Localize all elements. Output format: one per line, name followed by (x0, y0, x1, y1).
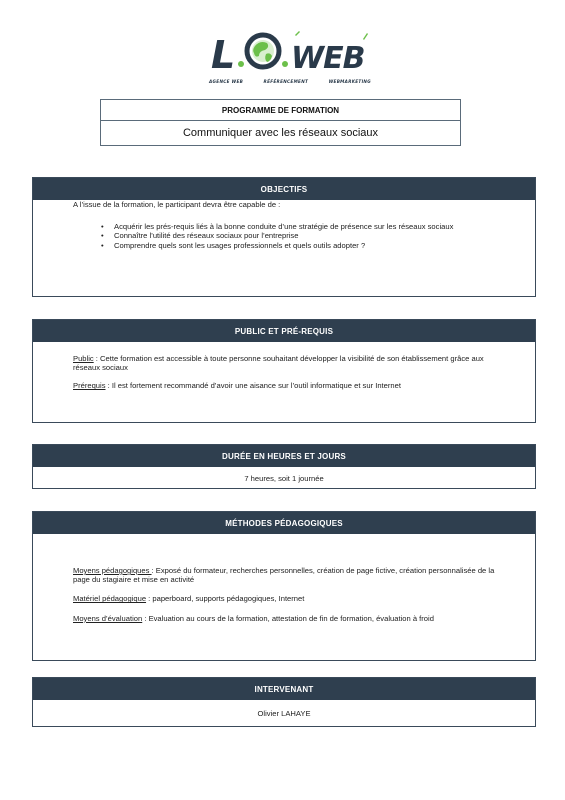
evaluation-label: Moyens d’évaluation (73, 613, 143, 623)
logo-mark (205, 30, 370, 80)
logo-word-web: WEB (291, 41, 365, 76)
objectifs-item: • Comprendre quels sont les usages professionnels et quels outils adopter ? (101, 241, 495, 250)
objectifs-item: • Connaître l’utilité des réseaux sociaux pour l’entreprise (101, 231, 495, 240)
tagline-referencement: RÉFÉRENCEMENT (263, 79, 309, 84)
objectifs-intro: A l’issue de la formation, le participant devra être capable de : (73, 200, 281, 209)
logo-globe-continent-2 (265, 53, 272, 62)
objectifs-list (73, 222, 495, 250)
logo-dot-1 (238, 61, 244, 67)
prereq-text: : Il est fortement recommandé d’avoir une aisance sur l’outil informatique et sur Internet (105, 381, 401, 391)
moyens-paragraph (73, 566, 495, 584)
section-objectifs-body (33, 200, 535, 250)
section-public-body (33, 354, 535, 391)
section-public (32, 319, 536, 423)
objectifs-item: • Acquérir les prés-requis liés à la bonne conduite d’une stratégie de présence sur les réseaux sociaux (101, 222, 495, 231)
program-label: PROGRAMME DE FORMATION (101, 100, 460, 121)
section-objectifs (32, 177, 536, 297)
section-intervenant-title: INTERVENANT (33, 678, 535, 700)
moyens-text: : Exposé du formateur, recherches personnelles, création de page fictive, création personnalisée de la page du stagiaire et mise en activité (73, 566, 495, 585)
company-logo (205, 30, 370, 92)
tagline-webmarketing: WEBMARKETING (328, 79, 371, 84)
public-label: Public (73, 354, 94, 363)
logo-accent-2 (363, 33, 368, 40)
public-paragraph (73, 354, 495, 372)
section-intervenant (32, 677, 536, 727)
program-title-box (100, 99, 461, 146)
logo-letter-l: L (211, 33, 236, 77)
evaluation-text: : Evaluation au cours de la formation, attestation de fin de formation, évaluation à froid (142, 613, 434, 623)
duree-text: 7 heures, soit 1 journée (244, 474, 324, 483)
public-text: : Cette formation est accessible à toute personne souhaitant développer la visibilité de son établissement grâce aux réseaux sociaux (73, 354, 484, 373)
section-public-title: PUBLIC ET PRÉ-REQUIS (33, 320, 535, 342)
course-title: Communiquer avec les réseaux sociaux (182, 127, 379, 139)
section-methodes (32, 511, 536, 661)
materiel-label: Matériel pédagogique (73, 594, 147, 604)
evaluation-paragraph (73, 614, 495, 623)
tagline-agence: AGENCE WEB (209, 79, 244, 84)
section-duree-title: DURÉE EN HEURES ET JOURS (33, 445, 535, 467)
prereq-label: Prérequis (73, 381, 106, 391)
intervenant-name: Olivier LAHAYE (257, 709, 311, 718)
logo-dot-2 (282, 61, 288, 67)
logo-accent-1 (295, 31, 300, 36)
logo-tagline (209, 79, 371, 84)
section-methodes-body (33, 566, 535, 623)
materiel-text: : paperboard, supports pédagogiques, Internet (146, 594, 305, 604)
section-methodes-title: MÉTHODES PÉDAGOGIQUES (33, 512, 535, 534)
moyens-label: Moyens pédagogiques (73, 566, 152, 575)
prereq-paragraph (73, 381, 495, 390)
section-objectifs-title: OBJECTIFS (33, 178, 535, 200)
section-duree (32, 444, 536, 489)
materiel-paragraph (73, 594, 495, 603)
